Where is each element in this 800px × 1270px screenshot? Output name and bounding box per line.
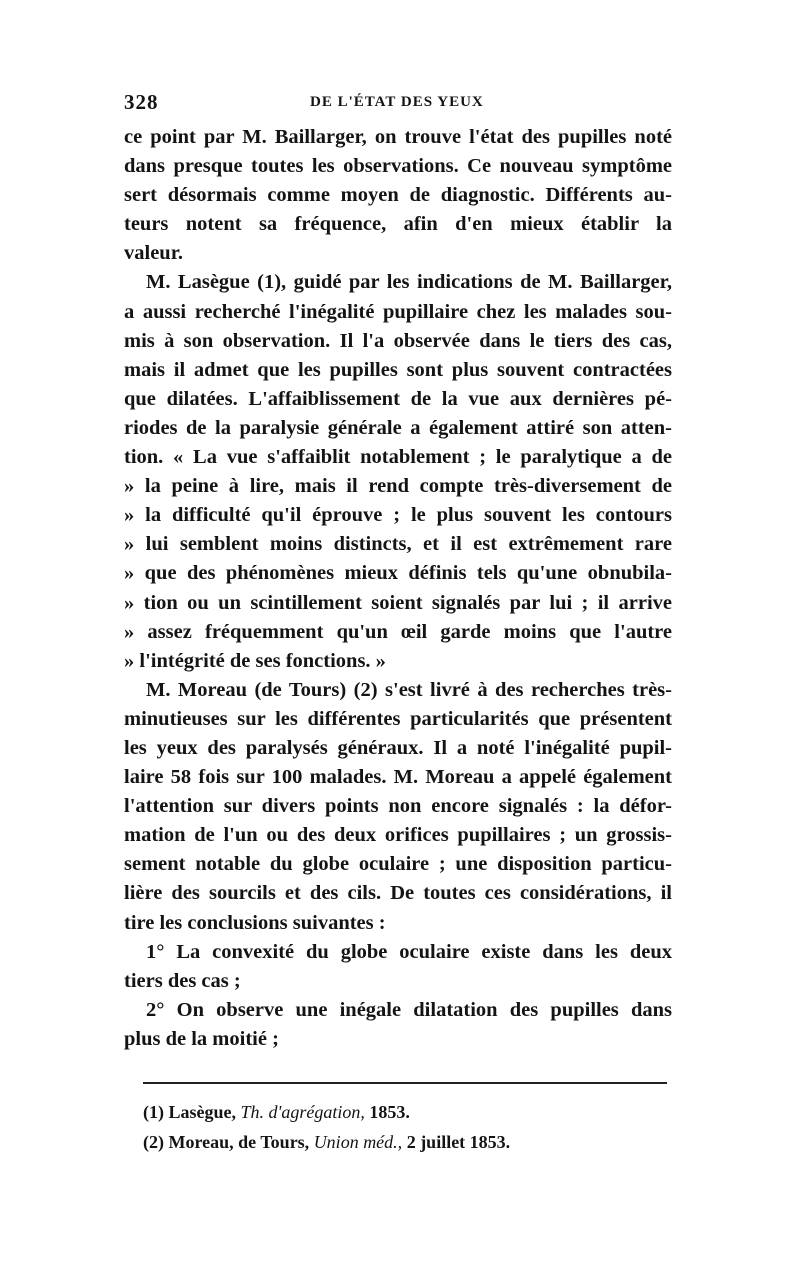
text-line: a aussi recherché l'inégalité pupillaire chez les malades sou- [124, 300, 672, 323]
text-line: tiers des cas ; [124, 969, 241, 992]
page-number: 328 [124, 90, 159, 114]
running-header [124, 90, 672, 116]
text-line: tion. « La vue s'affaiblit notablement ; le paralytique a de [124, 446, 672, 469]
text-line: ce point par M. Baillarger, on trouve l'état des pupilles noté [124, 126, 672, 148]
footnote-author: Moreau, de Tours, [168, 1132, 310, 1152]
text-line: riodes de la paralysie générale a également attiré son atten- [124, 416, 672, 439]
text-line: teurs notent sa fréquence, afin d'en mieux établir la [124, 213, 672, 236]
footnote-marker: (1) [143, 1102, 164, 1122]
text-line: plus de la moitié ; [124, 1027, 279, 1050]
text-line: » lui semblent moins distincts, et il est extrêmement rare [124, 533, 672, 556]
text-line: mais il admet que les pupilles sont plus souvent contractées [124, 358, 672, 381]
text-line: » assez fréquemment qu'un œil garde moins que l'autre [124, 620, 672, 643]
text-line: les yeux des paralysés généraux. Il a noté l'inégalité pupil- [124, 736, 672, 759]
text-line: M. Lasègue (1), guidé par les indications de M. Baillarger, [146, 271, 672, 294]
text-line: mis à son observation. Il l'a observée dans le tiers des cas, [124, 329, 672, 352]
text-line: que dilatées. L'affaiblissement de la vue aux dernières pé- [124, 387, 672, 410]
text-line: tire les conclusions suivantes : [124, 911, 386, 934]
text-line: » l'intégrité de ses fonctions. » [124, 649, 386, 672]
text-line: lière des sourcils et des cils. De toutes ces considérations, il [124, 882, 672, 905]
text-line: minutieuses sur les différentes particularités que présentent [124, 707, 672, 730]
text-line: dans presque toutes les observations. Ce nouveau symptôme [124, 155, 672, 178]
text-line: valeur. [124, 242, 184, 265]
footnotes [143, 1097, 667, 1157]
text-line: 2° On observe une inégale dilatation des pupilles dans [146, 998, 672, 1021]
footnote-1 [143, 1097, 667, 1127]
text-line: l'attention sur divers points non encore signalés : la défor- [124, 795, 672, 818]
text-line: » tion ou un scintillement soient signalés par lui ; il arrive [124, 591, 672, 614]
text-line: » que des phénomènes mieux définis tels qu'une obnubila- [124, 562, 672, 585]
text-line: laire 58 fois sur 100 malades. M. Moreau a appelé également [124, 766, 672, 789]
body-text [124, 123, 672, 1054]
footnote-work: Th. d'agrégation, [240, 1102, 365, 1122]
footnote-date: 2 juillet 1853. [406, 1132, 511, 1152]
footnote-marker: (2) [143, 1132, 164, 1152]
text-line: sement notable du globe oculaire ; une disposition particu- [124, 853, 672, 876]
text-line: mation de l'un ou des deux orifices pupillaires ; un grossis- [124, 824, 672, 847]
footnote-work: Union méd., [313, 1132, 403, 1152]
footnote-date: 1853. [369, 1102, 410, 1122]
footnote-author: Lasègue, [168, 1102, 236, 1122]
text-line: M. Moreau (de Tours) (2) s'est livré à des recherches très- [146, 678, 672, 701]
text-line: » la difficulté qu'il éprouve ; le plus souvent les contours [124, 504, 672, 527]
footnote-rule [143, 1082, 667, 1084]
text-line: sert désormais comme moyen de diagnostic. Différents au- [124, 184, 672, 207]
text-line: » la peine à lire, mais il rend compte très-diversement de [124, 475, 672, 498]
text-line: 1° La convexité du globe oculaire existe dans les deux [146, 940, 672, 963]
running-title: DE L'ÉTAT DES YEUX [310, 94, 484, 110]
footnote-2 [143, 1127, 667, 1157]
